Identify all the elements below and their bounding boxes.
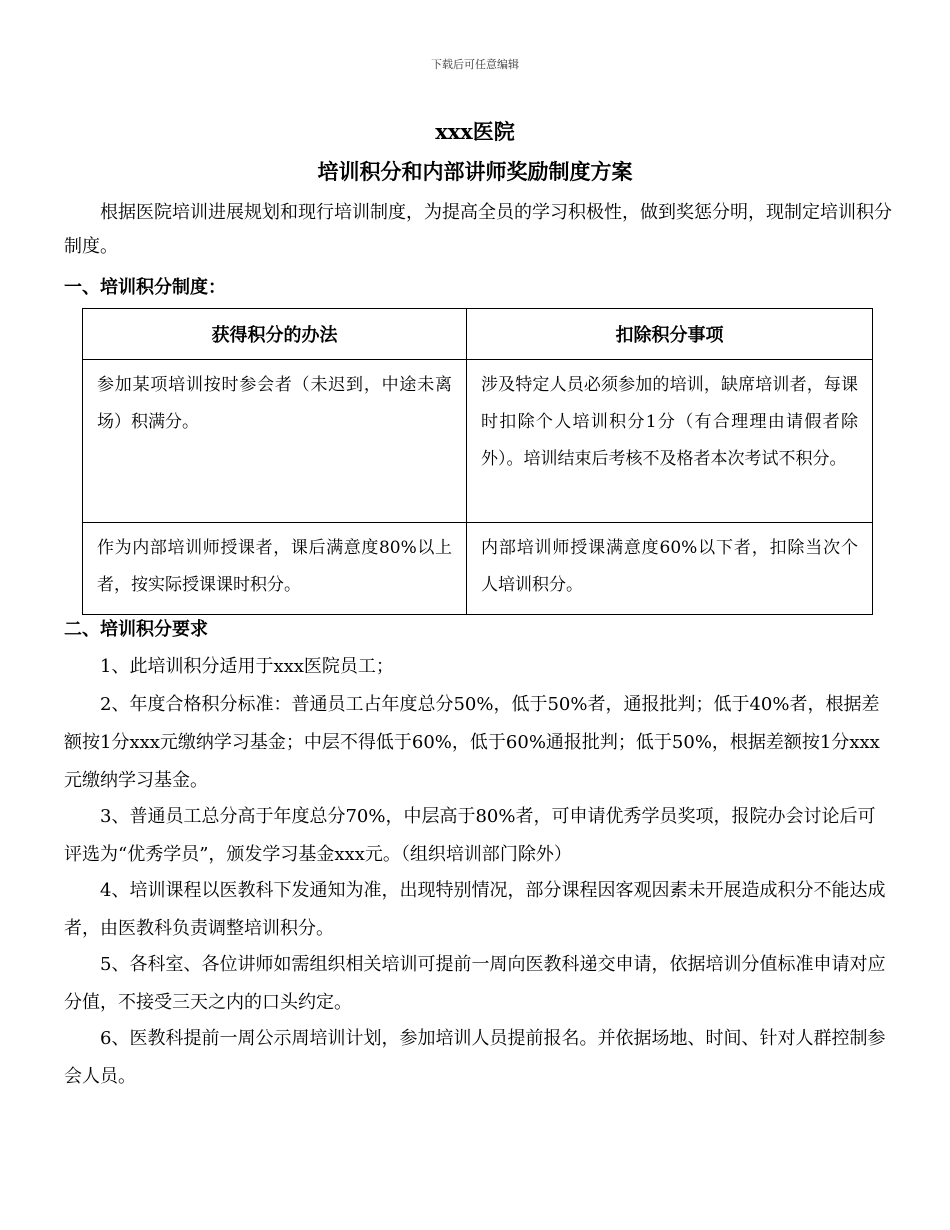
requirement-item: 5、各科室、各位讲师如需组织相关培训可提前一周向医教科递交申请，依据培训分值标准申请对应分值，不接受三天之内的口头约定。 xyxy=(64,954,886,1013)
table-row xyxy=(83,523,873,615)
table-header-earn: 获得积分的办法 xyxy=(83,309,467,360)
requirement-item: 2、年度合格积分标准：普通员工占年度总分50%，低于50%者，通报批判；低于40%者，根据差额按1分xxx元缴纳学习基金；中层不得低于60%，低于60%通报批判；低于50%，根据差额按1分xxx元缴纳学习基金。 xyxy=(64,694,880,791)
requirement-item: 3、普通员工总分高于年度总分70%，中层高于80%者，可申请优秀学员奖项，报院办会讨论后可评选为“优秀学员”，颁发学习基金xxx元。（组织培训部门除外） xyxy=(64,806,876,865)
requirement-item: 1、此培训积分适用于xxx医院员工； xyxy=(100,656,394,677)
table-cell: 参加某项培训按时参会者（未迟到，中途未离场）积满分。 xyxy=(83,360,467,523)
table-cell: 涉及特定人员必须参加的培训，缺席培训者，每课时扣除个人培训积分1分（有合理理由请假者除外）。培训结束后考核不及格者本次考试不积分。 xyxy=(467,360,873,523)
points-table xyxy=(82,308,873,615)
table-row xyxy=(83,360,873,523)
table-cell: 作为内部培训师授课者，课后满意度80%以上者，按实际授课课时积分。 xyxy=(83,523,467,615)
table-cell: 内部培训师授课满意度60%以下者，扣除当次个人培训积分。 xyxy=(467,523,873,615)
requirement-item: 4、培训课程以医教科下发通知为准，出现特别情况，部分课程因客观因素未开展造成积分不能达成者，由医教科负责调整培训积分。 xyxy=(64,880,886,939)
table-header-row xyxy=(83,309,873,360)
section-heading-1: 一、培训积分制度： xyxy=(64,277,226,298)
section-heading-2: 二、培训积分要求 xyxy=(64,619,208,640)
intro-paragraph: 根据医院培训进展规划和现行培训制度，为提高全员的学习积极性，做到奖惩分明，现制定培训积分制度。 xyxy=(64,202,892,257)
document-title: xxx医院 xyxy=(435,119,515,144)
requirement-item: 6、医教科提前一周公示周培训计划，参加培训人员提前报名。并依据场地、时间、针对人群控制参会人员。 xyxy=(64,1028,886,1087)
document-subtitle: 培训积分和内部讲师奖励制度方案 xyxy=(317,159,633,184)
page-header-note: 下载后可任意编辑 xyxy=(431,58,519,71)
table-header-deduct: 扣除积分事项 xyxy=(467,309,873,360)
